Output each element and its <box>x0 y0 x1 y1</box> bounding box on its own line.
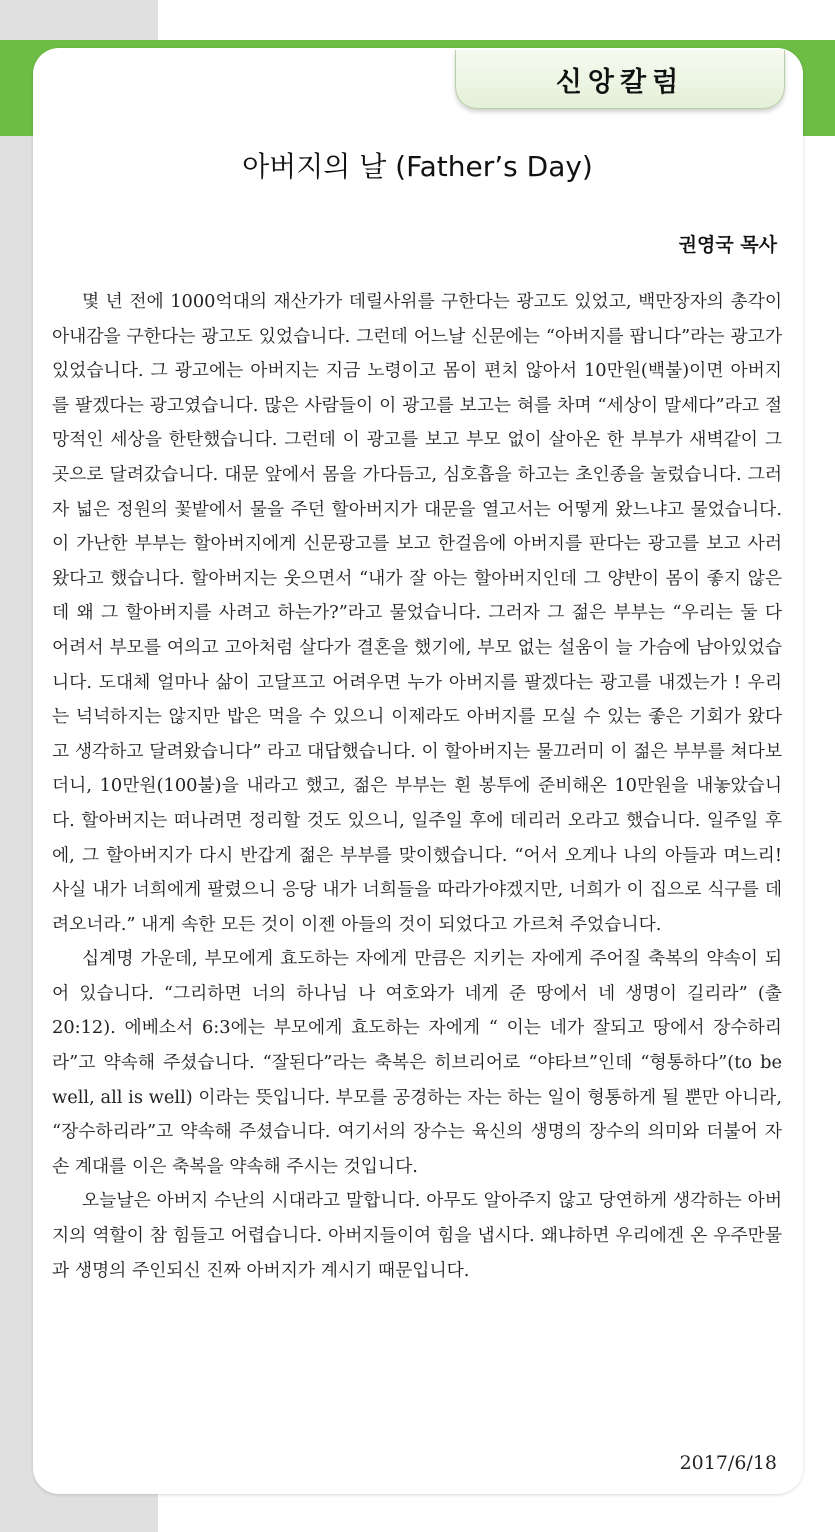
section-tab-label: 신앙칼럼 <box>555 66 685 98</box>
paragraph: 십계명 가운데, 부모에게 효도하는 자에게 만큼은 지키는 자에게 주어질 축복의 약속이 되어 있습니다. “그리하면 너의 하나님 나 여호와가 네게 준 땅에서 네 생명이 길리라” (출20:12). 에베소서 6:3에는 부모에게 효도하는 자에게 “ 이는 네가 잘되고 땅에서 장수하리라”고 약속해 주셨습니다. “잘된다”라는 축복은 히브리어로 “야타브”인데 “형통하다”(to be well, all is well) 이라는 뜻입니다. 부모를 공경하는 자는 하는 일이 형통하게 될 뿐만 아니라, “장수하리라”고 약속해 주셨습니다. 여기서의 장수는 육신의 생명의 장수의 의미와 더불어 자손 계대를 이은 축복을 약속해 주시는 것입니다. <box>52 948 782 1177</box>
paragraph: 오늘날은 아버지 수난의 시대라고 말합니다. 아무도 알아주지 않고 당연하게 생각하는 아버지의 역할이 참 힘들고 어렵습니다. 아버지들이여 힘을 냅시다. 왜냐하면 우리에겐 온 우주만물과 생명의 주인되신 진짜 아버지가 계시기 때문입니다. <box>52 1190 782 1281</box>
section-tab <box>455 50 785 109</box>
article-date: 2017/6/18 <box>679 1452 777 1474</box>
paragraph: 몇 년 전에 1000억대의 재산가가 데릴사위를 구한다는 광고도 있었고, 백만장자의 총각이 아내감을 구한다는 광고도 있었습니다. 그런데 어느날 신문에는 “아버지를 팝니다”라는 광고가 있었습니다. 그 광고에는 아버지는 지금 노령이고 몸이 편치 않아서 10만원(백불)이면 아버지를 팔겠다는 광고였습니다. 많은 사람들이 이 광고를 보고는 혀를 차며 “세상이 말세다”라고 절망적인 세상을 한탄했습니다. 그런데 이 광고를 보고 부모 없이 살아온 한 부부가 새벽같이 그곳으로 달려갔습니다. 대문 앞에서 몸을 가다듬고, 심호흡을 하고는 초인종을 눌렀습니다. 그러자 넓은 정원의 꽃밭에서 물을 주던 할아버지가 대문을 열고서는 어떻게 왔느냐고 물었습니다. 이 가난한 부부는 할아버지에게 신문광고를 보고 한걸음에 아버지를 판다는 광고를 보고 사러왔다고 했습니다. 할아버지는 웃으면서 “내가 잘 아는 할아버지인데 그 양반이 몸이 좋지 않은데 왜 그 할아버지를 사려고 하는가?”라고 물었습니다. 그러자 그 젊은 부부는 “우리는 둘 다 어려서 부모를 여의고 고아처럼 살다가 결혼을 했기에, 부모 없는 설움이 늘 가슴에 남아있었습니다. 도대체 얼마나 삶이 고달프고 어려우면 누가 아버지를 팔겠다는 광고를 내겠는가 ! 우리는 넉넉하지는 않지만 밥은 먹을 수 있으니 이제라도 아버지를 모실 수 있는 좋은 기회가 왔다고 생각하고 달려왔습니다” 라고 대답했습니다. 이 할아버지는 물끄러미 이 젊은 부부를 쳐다보더니, 10만원(100불)을 내라고 했고, 젊은 부부는 흰 봉투에 준비해온 10만원을 내놓았습니다. 할아버지는 떠나려면 정리할 것도 있으니, 일주일 후에 데리러 오라고 했습니다. 일주일 후에, 그 할아버지가 다시 반갑게 젊은 부부를 맞이했습니다. “어서 오게나 나의 아들과 며느리! 사실 내가 너희에게 팔렸으니 응당 내가 너희들을 따라가야겠지만, 너희가 이 집으로 식구를 데려오너라.” 내게 속한 모든 것이 이젠 아들의 것이 되었다고 가르쳐 주었습니다. <box>52 291 782 935</box>
article-title: 아버지의 날 (Father’s Day) <box>242 150 593 183</box>
article-author: 권영국 목사 <box>678 234 777 256</box>
article-body <box>52 285 782 1288</box>
